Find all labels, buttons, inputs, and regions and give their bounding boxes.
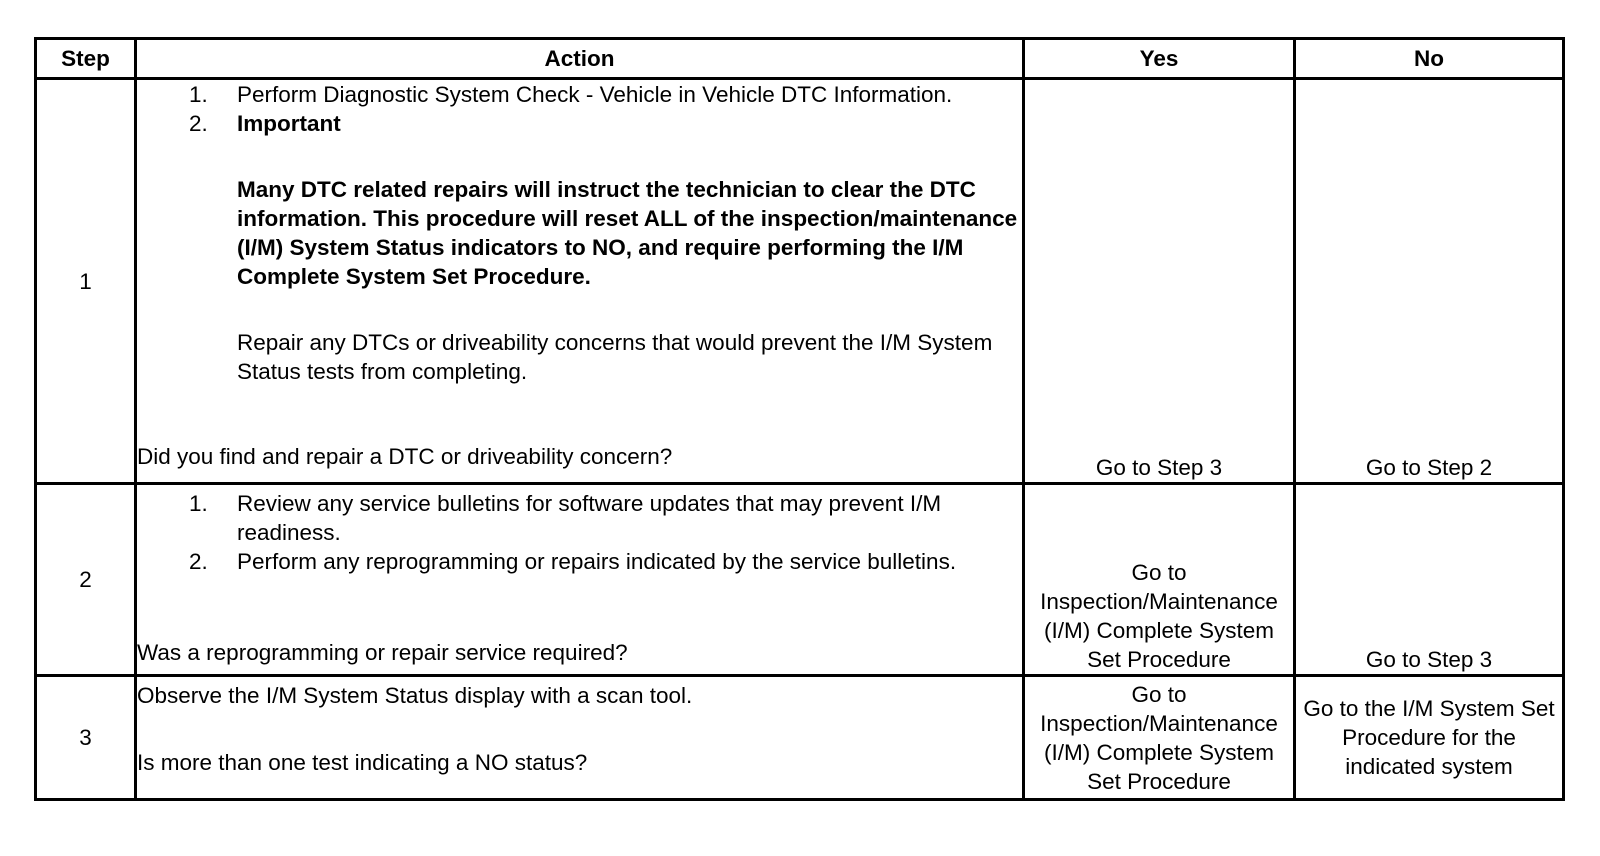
step-question: Was a reprogramming or repair service required? bbox=[137, 640, 628, 665]
important-note: Many DTC related repairs will instruct the technician to clear the DTC information. This procedure will reset ALL of the inspection/maintenance (I/M) System Status indicators to NO, and require performing the I/M Complete System Set Procedure. bbox=[237, 177, 1018, 289]
list-item bbox=[137, 109, 1022, 138]
table-row bbox=[36, 79, 1564, 484]
yes-result: Go to Step 3 bbox=[1024, 79, 1295, 484]
header-row bbox=[36, 39, 1564, 79]
list-item-number: 1. bbox=[189, 82, 208, 107]
list-item-text: Review any service bulletins for software updates that may prevent I/M readiness. bbox=[237, 491, 942, 545]
step-number: 2 bbox=[36, 484, 136, 676]
observe-instruction: Observe the I/M System Status display with a scan tool. bbox=[137, 683, 693, 708]
list-item bbox=[137, 489, 1022, 547]
step-number: 3 bbox=[36, 676, 136, 800]
table-row bbox=[36, 676, 1564, 800]
repair-instruction: Repair any DTCs or driveability concerns that would prevent the I/M System Status tests from completing. bbox=[237, 330, 993, 384]
step-question: Is more than one test indicating a NO status? bbox=[137, 750, 588, 775]
action-cell bbox=[136, 484, 1024, 676]
step-number: 1 bbox=[36, 79, 136, 484]
list-item-text: Perform any reprogramming or repairs indicated by the service bulletins. bbox=[237, 549, 957, 574]
list-item-text: Perform Diagnostic System Check - Vehicle in Vehicle DTC Information. bbox=[237, 82, 953, 107]
step-question: Did you find and repair a DTC or driveability concern? bbox=[137, 444, 673, 469]
action-steps-list bbox=[137, 80, 1022, 138]
yes-result: Go to Inspection/Maintenance (I/M) Complete System Set Procedure bbox=[1024, 676, 1295, 800]
list-item bbox=[137, 547, 1022, 576]
list-item-number: 2. bbox=[189, 549, 208, 574]
list-item-number: 1. bbox=[189, 491, 208, 516]
header-step: Step bbox=[36, 39, 136, 79]
no-result: Go to the I/M System Set Procedure for the indicated system bbox=[1295, 676, 1564, 800]
list-item-number: 2. bbox=[189, 111, 208, 136]
important-heading: Important bbox=[237, 111, 341, 136]
list-item bbox=[137, 80, 1022, 109]
header-yes: Yes bbox=[1024, 39, 1295, 79]
header-no: No bbox=[1295, 39, 1564, 79]
action-cell bbox=[136, 79, 1024, 484]
header-action: Action bbox=[136, 39, 1024, 79]
no-result: Go to Step 2 bbox=[1295, 79, 1564, 484]
table-row bbox=[36, 484, 1564, 676]
yes-result: Go to Inspection/Maintenance (I/M) Complete System Set Procedure bbox=[1024, 484, 1295, 676]
action-cell bbox=[136, 676, 1024, 800]
diagnostic-table bbox=[34, 37, 1565, 801]
action-steps-list bbox=[137, 489, 1022, 576]
no-result: Go to Step 3 bbox=[1295, 484, 1564, 676]
